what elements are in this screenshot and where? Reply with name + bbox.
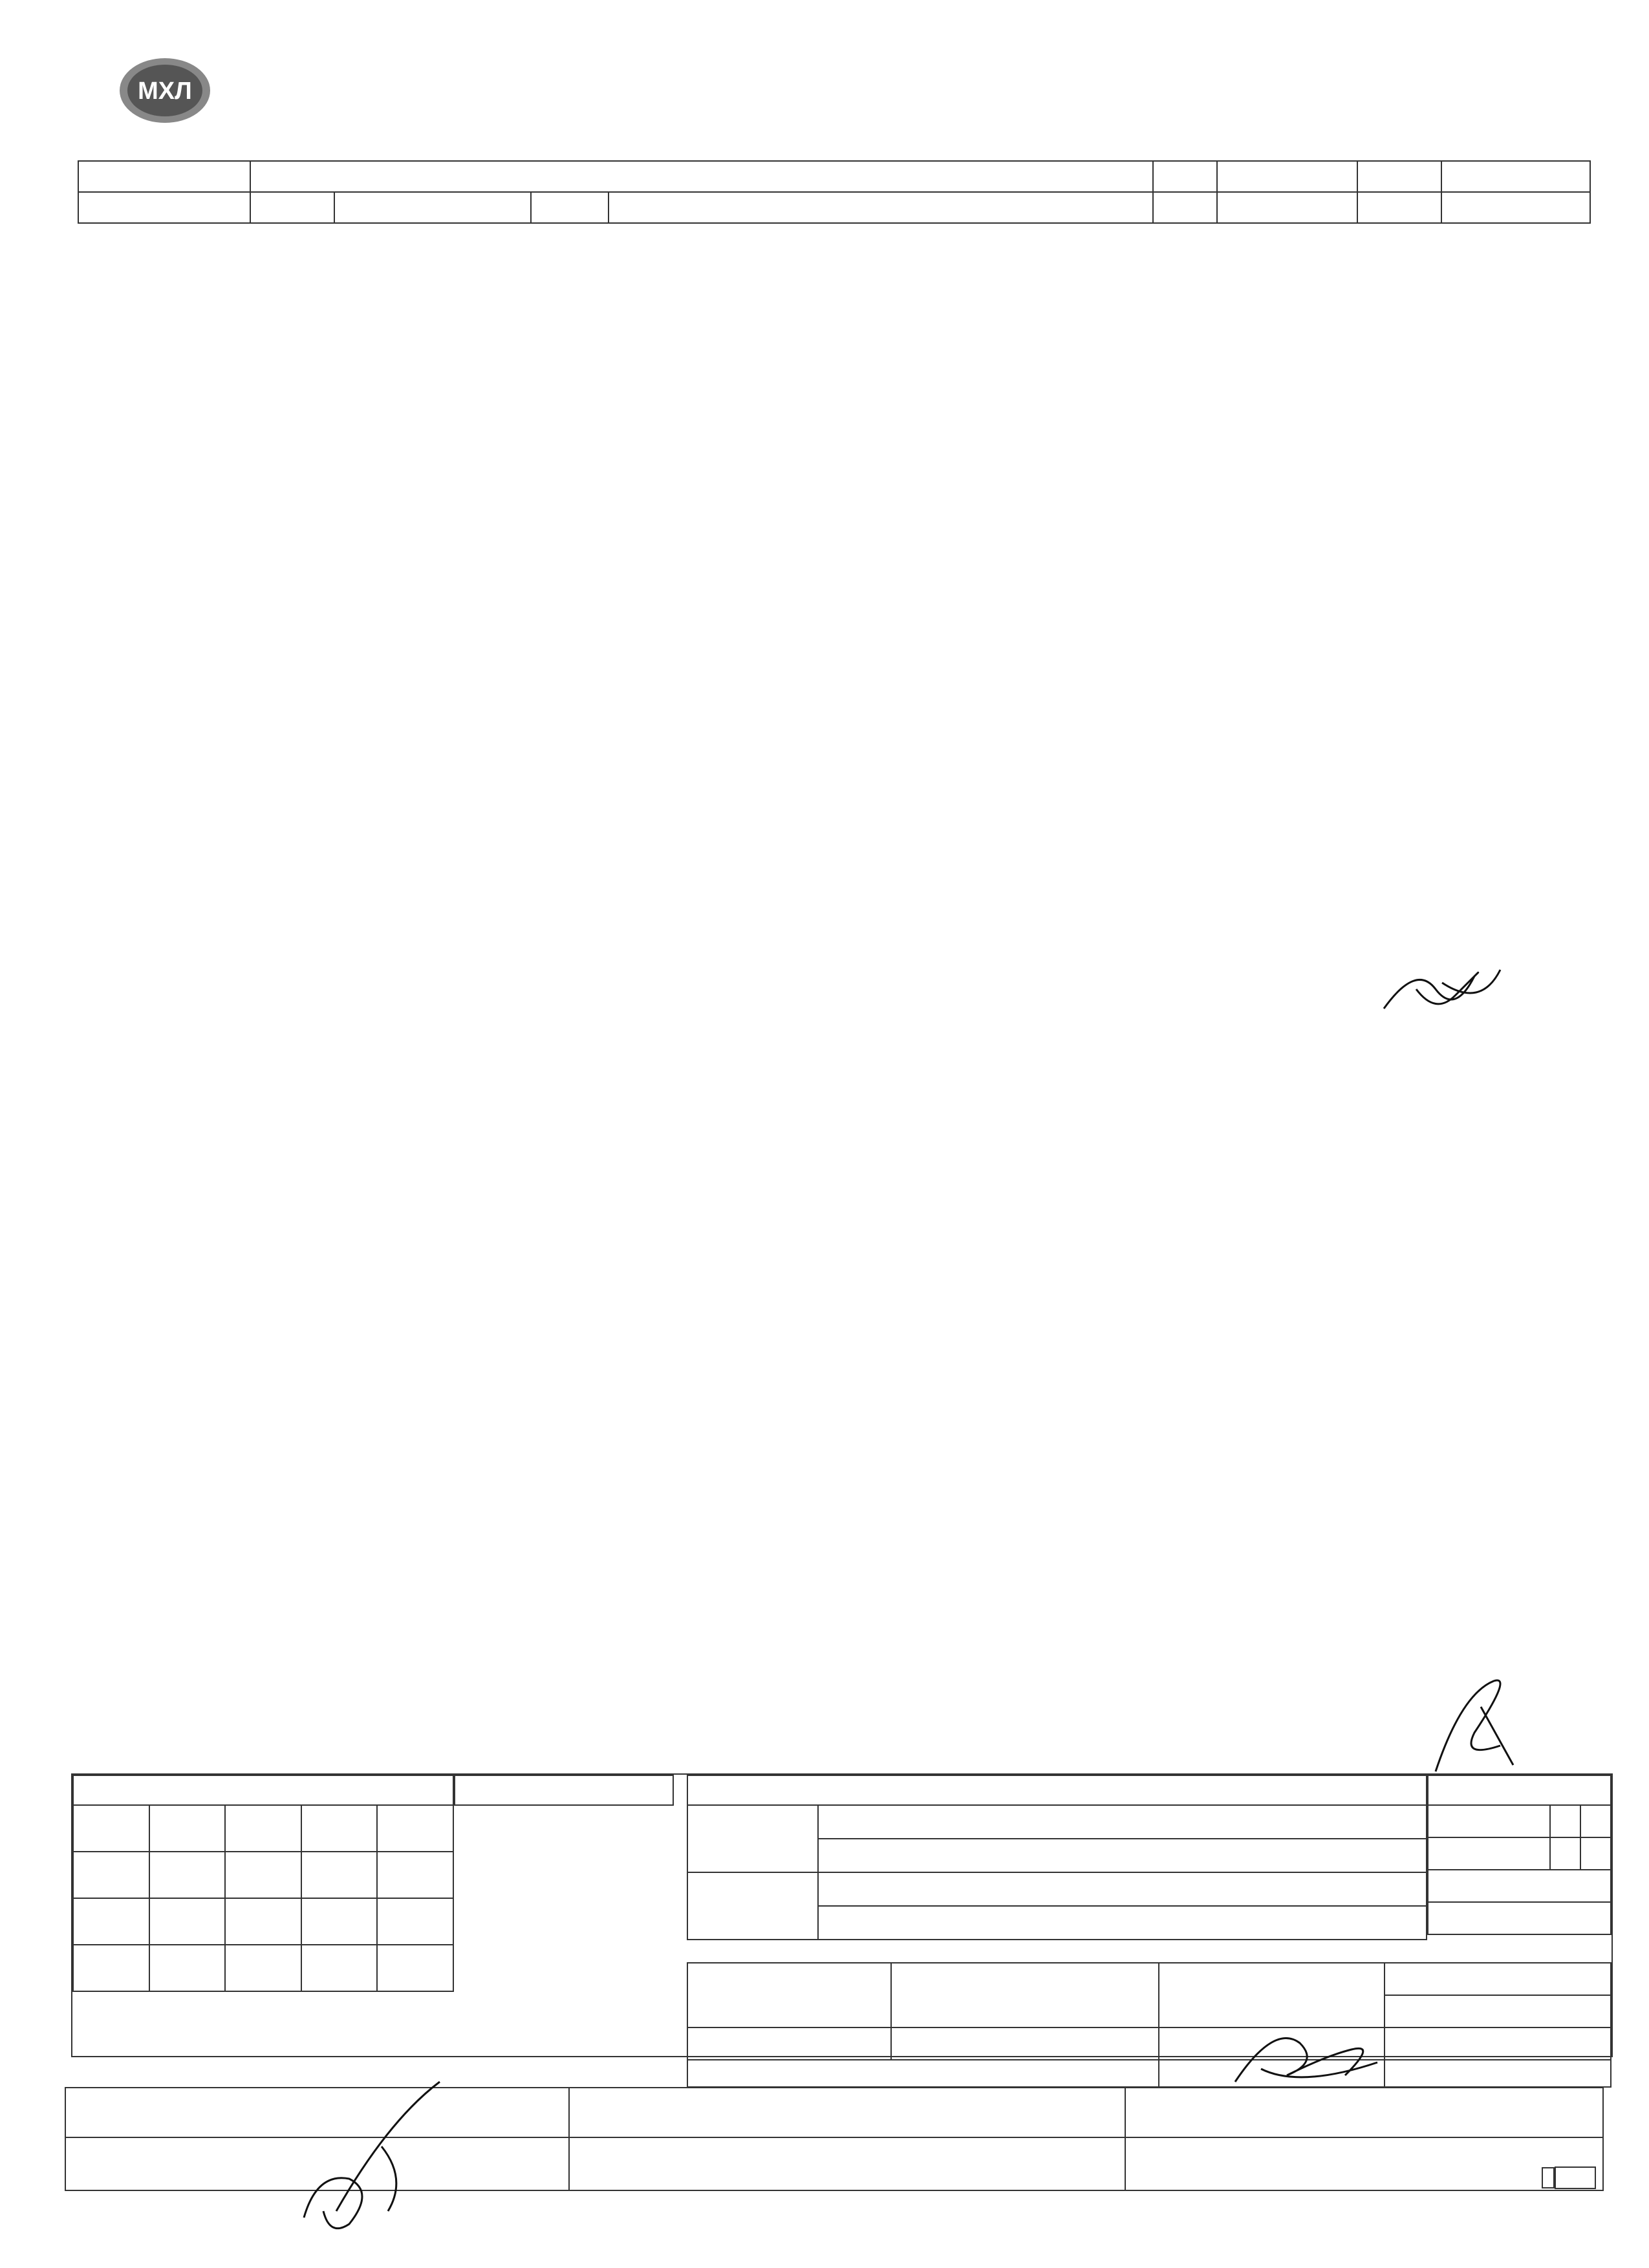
date-value bbox=[1217, 161, 1357, 192]
secretary-value bbox=[1385, 2027, 1611, 2060]
judges-table bbox=[687, 1962, 1611, 2088]
end-minute bbox=[1580, 1837, 1611, 1870]
timekeeper-cell bbox=[687, 2060, 1159, 2087]
start-label bbox=[1428, 1805, 1550, 1837]
place-label bbox=[78, 192, 250, 223]
timeout-b-label bbox=[1428, 1902, 1611, 1934]
arena-label bbox=[531, 192, 609, 223]
shootout-table bbox=[72, 1775, 454, 1992]
date-label bbox=[1153, 161, 1218, 192]
remarks-value bbox=[1555, 2166, 1596, 2189]
periods-table bbox=[687, 1775, 1427, 1940]
penalty-judge-2 bbox=[1385, 1995, 1611, 2027]
game-number-value bbox=[1441, 161, 1590, 192]
mhl-logo bbox=[116, 55, 213, 126]
end-hour bbox=[1550, 1837, 1580, 1870]
summary-section bbox=[71, 1773, 1613, 2057]
goalie-time-table bbox=[454, 1775, 674, 1805]
linesman-2-cell bbox=[569, 2137, 1125, 2190]
competition-label bbox=[78, 161, 250, 192]
signature-team-a bbox=[1377, 950, 1507, 1022]
penalty-team-b-label bbox=[818, 1906, 1427, 1940]
match-info-table bbox=[78, 160, 1591, 224]
informer-value bbox=[891, 2027, 1159, 2060]
match-time-table bbox=[1427, 1775, 1611, 1935]
goalie-time-label bbox=[455, 1775, 673, 1805]
start-hour bbox=[1550, 1805, 1580, 1837]
penalty-team-a-label bbox=[818, 1872, 1427, 1906]
goals-team-a-label bbox=[818, 1805, 1427, 1839]
arena-value bbox=[609, 192, 1152, 223]
svg-text:МХЛ: МХЛ bbox=[138, 78, 192, 105]
start-minute bbox=[1580, 1805, 1611, 1837]
timeout-a-label bbox=[1428, 1870, 1611, 1902]
penalty-row-label bbox=[687, 1872, 818, 1940]
linesman-1-cell bbox=[569, 2088, 1125, 2137]
spectators-value bbox=[1441, 192, 1590, 223]
end-label bbox=[1428, 1837, 1550, 1870]
signature-secretary bbox=[1222, 2017, 1390, 2095]
goals-row-label bbox=[687, 1805, 818, 1872]
city-label bbox=[250, 192, 334, 223]
inspector-cell bbox=[1125, 2088, 1603, 2137]
goal-judges-label bbox=[687, 1963, 891, 2027]
penalty-judge-1 bbox=[1385, 1963, 1611, 1995]
remarks-cell bbox=[1125, 2137, 1603, 2190]
game-number-label bbox=[1357, 161, 1441, 192]
shootout-label bbox=[73, 1775, 453, 1805]
city-value bbox=[334, 192, 532, 223]
informer-label bbox=[687, 2027, 891, 2060]
time-label bbox=[1153, 192, 1218, 223]
time-value bbox=[1217, 192, 1357, 223]
goals-team-b-label bbox=[818, 1839, 1427, 1872]
signature-team-b bbox=[1423, 1668, 1526, 1778]
signature-main-referee bbox=[291, 2069, 472, 2237]
periods-label bbox=[687, 1775, 1427, 1805]
remarks-label bbox=[1542, 2167, 1555, 2188]
competition-value bbox=[250, 161, 1153, 192]
match-time-label bbox=[1428, 1775, 1611, 1805]
spectators-label bbox=[1357, 192, 1441, 223]
